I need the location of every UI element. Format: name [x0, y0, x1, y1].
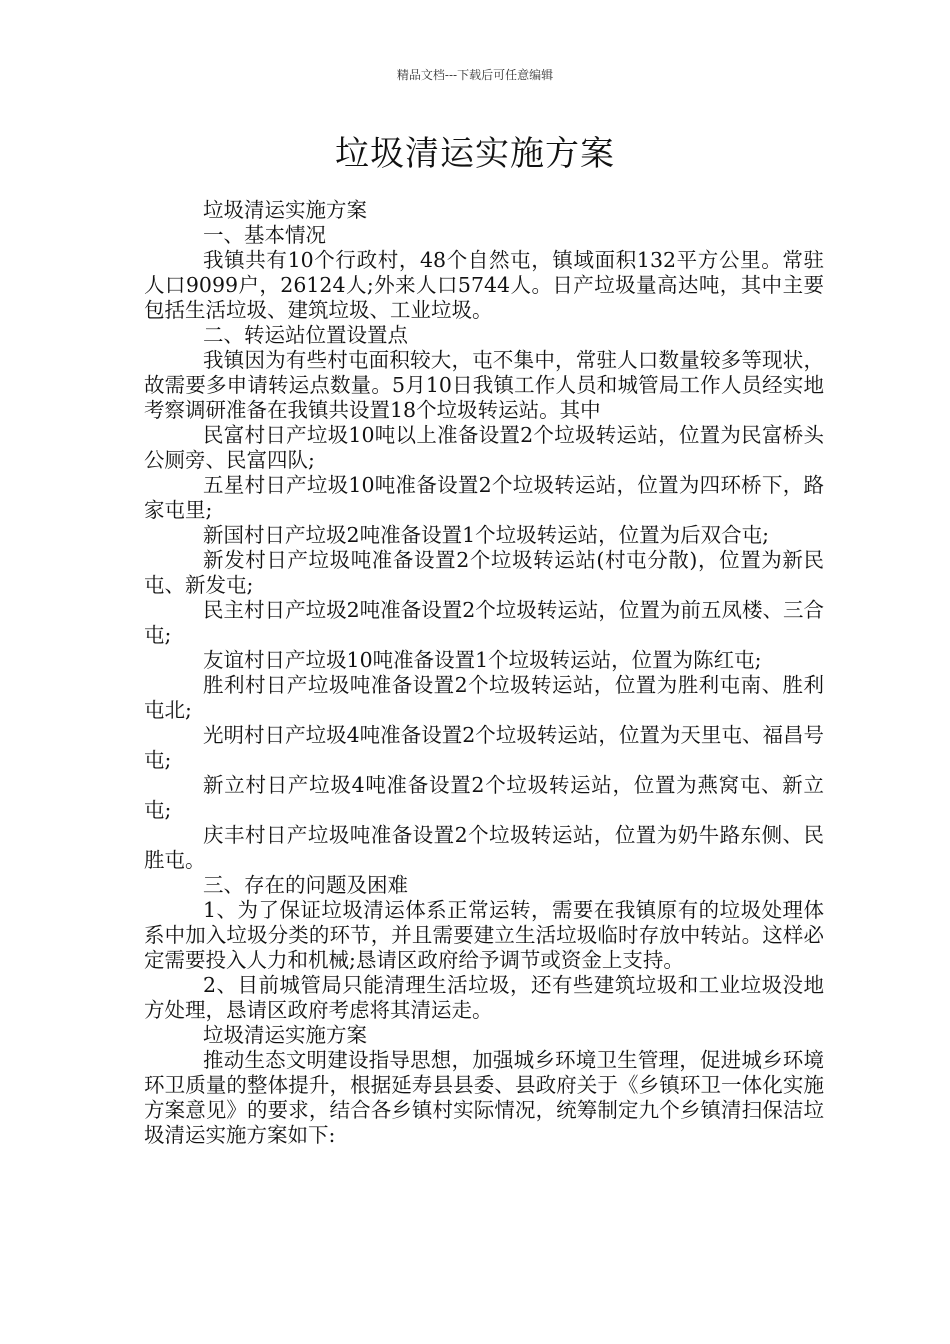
header-note: 精品文档---下载后可任意编辑: [396, 68, 554, 82]
document-body: [144, 198, 824, 1148]
list-item: 新立村日产垃圾4吨准备设置2个垃圾转运站，位置为燕窝屯、新立屯;: [144, 773, 824, 822]
section-heading: 二、转运站位置设置点: [203, 323, 409, 347]
list-item: 胜利村日产垃圾吨准备设置2个垃圾转运站，位置为胜利屯南、胜利屯北;: [144, 673, 824, 722]
paragraph: 我镇因为有些村屯面积较大，屯不集中，常驻人口数量较多等现状，故需要多申请转运点数量。5月10日我镇工作人员和城管局工作人员经实地考察调研准备在我镇共设置18个垃圾转运站。其中: [144, 348, 824, 422]
list-item: 民富村日产垃圾10吨以上准备设置2个垃圾转运站，位置为民富桥头公厕旁、民富四队;: [144, 423, 824, 472]
list-item: 庆丰村日产垃圾吨准备设置2个垃圾转运站，位置为奶牛路东侧、民胜屯。: [144, 823, 824, 872]
paragraph: 垃圾清运实施方案: [203, 1023, 368, 1047]
list-item: 民主村日产垃圾2吨准备设置2个垃圾转运站，位置为前五凤楼、三合屯;: [144, 598, 824, 647]
document-title: 垃圾清运实施方案: [335, 134, 615, 174]
section-heading: 三、存在的问题及困难: [203, 873, 409, 897]
section-heading: 一、基本情况: [203, 223, 327, 247]
list-item: 新国村日产垃圾2吨准备设置1个垃圾转运站，位置为后双合屯;: [203, 523, 770, 547]
paragraph: 1、为了保证垃圾清运体系正常运转，需要在我镇原有的垃圾处理体系中加入垃圾分类的环节，并且需要建立生活垃圾临时存放中转站。这样必定需要投入人力和机械;恳请区政府给予调节或资金上支持。: [144, 898, 824, 972]
paragraph: 2、目前城管局只能清理生活垃圾，还有些建筑垃圾和工业垃圾没地方处理，恳请区政府考虑将其清运走。: [144, 973, 824, 1022]
paragraph: 我镇共有10个行政村，48个自然屯，镇域面积132平方公里。常驻人口9099户，26124人;外来人口5744人。日产垃圾量高达吨，其中主要包括生活垃圾、建筑垃圾、工业垃圾。: [144, 248, 824, 322]
paragraph: 垃圾清运实施方案: [203, 198, 368, 222]
list-item: 五星村日产垃圾10吨准备设置2个垃圾转运站，位置为四环桥下，路家屯里;: [144, 473, 824, 522]
list-item: 光明村日产垃圾4吨准备设置2个垃圾转运站，位置为天里屯、福昌号屯;: [144, 723, 824, 772]
list-item: 友谊村日产垃圾10吨准备设置1个垃圾转运站，位置为陈红屯;: [203, 648, 762, 672]
list-item: 新发村日产垃圾吨准备设置2个垃圾转运站(村屯分散)，位置为新民屯、新发屯;: [144, 548, 824, 597]
paragraph: 推动生态文明建设指导思想，加强城乡环境卫生管理，促进城乡环境环卫质量的整体提升，根据延寿县县委、县政府关于《乡镇环卫一体化实施方案意见》的要求，结合各乡镇村实际情况，统筹制定九个乡镇清扫保洁垃圾清运实施方案如下:: [144, 1048, 824, 1147]
